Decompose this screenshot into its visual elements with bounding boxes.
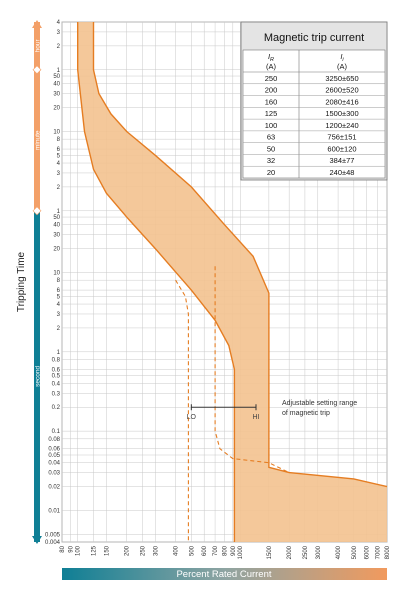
table-cell-ii: 2080±416 (325, 97, 359, 107)
y-tick-label: 0.2 (51, 405, 60, 412)
y-tick-label: 10 (53, 129, 60, 136)
table-cell-ir: 250 (264, 73, 278, 83)
range-hi-label: HI (252, 414, 260, 422)
y-tick-label: 0.06 (48, 446, 60, 453)
y-tick-label: 1 (56, 208, 60, 215)
x-tick-label: 150 (104, 546, 111, 557)
table-cell-ii: 240±48 (329, 168, 355, 177)
x-tick-label: 250 (140, 546, 147, 557)
table-cell-ir: 160 (264, 97, 278, 107)
x-tick-label: 400 (173, 546, 180, 557)
time-band-label: hour (34, 39, 42, 53)
x-tick-label: 1000 (238, 546, 245, 560)
x-axis-title: Percent Rated Current (176, 569, 272, 580)
y-tick-label: 5 (56, 153, 60, 160)
table-title: Magnetic trip current (263, 32, 365, 44)
table-cell-ii: 384±77 (329, 156, 355, 166)
up-arrow-icon (32, 20, 42, 28)
x-tick-label: 900 (230, 546, 237, 557)
y-tick-label: 10 (53, 270, 60, 277)
x-tick-label: 700 (213, 546, 220, 557)
table-cell-ir: 50 (266, 144, 276, 154)
y-tick-label: 0.02 (48, 484, 60, 491)
y-tick-label: 3 (56, 29, 60, 36)
y-tick-label: 1 (56, 349, 60, 356)
y-tick-label: 0.004 (44, 540, 60, 546)
y-tick-label: 30 (53, 91, 60, 98)
x-tick-label: 2000 (287, 546, 294, 560)
annotation-line: of magnetic trip (282, 410, 330, 418)
y-tick-label: 8 (56, 137, 60, 144)
table-cell-ii: 3250±650 (325, 73, 359, 83)
y-tick-label: 50 (53, 215, 60, 222)
y-tick-label: 20 (53, 105, 60, 112)
x-tick-label: 2500 (302, 546, 309, 560)
x-tick-label: 5000 (351, 546, 358, 560)
table-cell-ir: 200 (264, 85, 278, 95)
table-unit: (A) (266, 62, 276, 71)
y-tick-label: 6 (56, 288, 60, 295)
y-tick-label: 3 (56, 170, 60, 177)
y-tick-label: 2 (56, 43, 60, 50)
y-axis-title: Tripping Time (16, 251, 27, 313)
x-tick-label: 100 (75, 546, 82, 557)
y-tick-label: 40 (53, 81, 60, 88)
y-tick-label: 2 (56, 184, 60, 191)
x-tick-label: 1500 (266, 546, 273, 560)
y-tick-label: 0.3 (51, 391, 60, 398)
x-tick-label: 4000 (336, 546, 343, 560)
y-tick-label: 30 (53, 232, 60, 239)
table-cell-ir: 20 (266, 168, 276, 177)
table-cell-ir: 125 (264, 109, 278, 119)
y-tick-label: 1 (56, 67, 60, 74)
down-arrow-icon (32, 536, 42, 544)
y-tick-label: 4 (56, 161, 60, 168)
table-cell-ii: 2600±520 (325, 85, 359, 95)
y-tick-label: 0.005 (44, 532, 60, 539)
x-tick-label: 500 (189, 546, 196, 557)
y-tick-label: 40 (53, 222, 60, 229)
y-tick-label: 50 (53, 74, 60, 81)
table-cell-ii: 1500±300 (325, 109, 359, 119)
y-tick-label: 0.05 (48, 453, 60, 460)
x-tick-label: 80 (60, 546, 66, 553)
x-tick-label: 90 (68, 546, 75, 553)
x-tick-label: 600 (202, 546, 209, 557)
y-tick-label: 20 (53, 246, 60, 253)
y-tick-label: 0.03 (48, 470, 60, 477)
time-band-label: second (34, 365, 42, 387)
time-band-label: minute (34, 130, 42, 151)
x-tick-label: 800 (222, 546, 229, 557)
y-tick-label: 6 (56, 147, 60, 154)
time-unit-bar (32, 20, 42, 544)
x-tick-label: 3000 (315, 546, 322, 560)
table-cell-ii: 600±120 (327, 144, 357, 154)
table-header-ii: $I_i$ (340, 52, 344, 63)
x-tick-label: 125 (91, 546, 98, 557)
x-tick-label: 6000 (364, 546, 371, 560)
y-tick-label: 0.04 (48, 460, 60, 467)
y-tick-label: 0.1 (51, 429, 60, 436)
table-cell-ir: 100 (264, 120, 278, 130)
y-tick-label: 3 (56, 311, 60, 318)
y-tick-label: 8 (56, 278, 60, 285)
range-lo-label: LO (186, 414, 197, 422)
y-tick-label: 2 (56, 325, 60, 332)
table-cell-ir: 63 (266, 132, 276, 142)
y-tick-label: 0.01 (48, 508, 60, 515)
x-tick-label: 7000 (375, 546, 382, 560)
y-tick-label: 0.5 (51, 373, 60, 380)
y-tick-label: 5 (56, 294, 60, 301)
annotation-line: Adjustable setting range (282, 400, 358, 408)
y-tick-label: 0.6 (51, 367, 60, 374)
y-tick-labels (45, 20, 61, 546)
y-tick-label: 4 (56, 302, 60, 309)
x-tick-label: 8000 (385, 546, 391, 560)
table-cell-ir: 32 (266, 156, 276, 166)
table-cell-ii: 756±151 (327, 132, 357, 142)
table-header-ir: $I_R$ (267, 52, 275, 63)
y-tick-label: 4 (56, 20, 60, 26)
y-tick-label: 0.08 (48, 436, 60, 443)
x-tick-labels (60, 545, 391, 559)
table-cell-ii: 1200±240 (325, 120, 359, 130)
x-tick-label: 300 (153, 546, 160, 557)
y-tick-label: 0.4 (51, 381, 60, 388)
table-unit: (A) (337, 62, 347, 71)
x-tick-label: 200 (124, 546, 131, 557)
magnetic-trip-table (241, 22, 387, 180)
y-tick-label: 0.8 (51, 357, 60, 364)
